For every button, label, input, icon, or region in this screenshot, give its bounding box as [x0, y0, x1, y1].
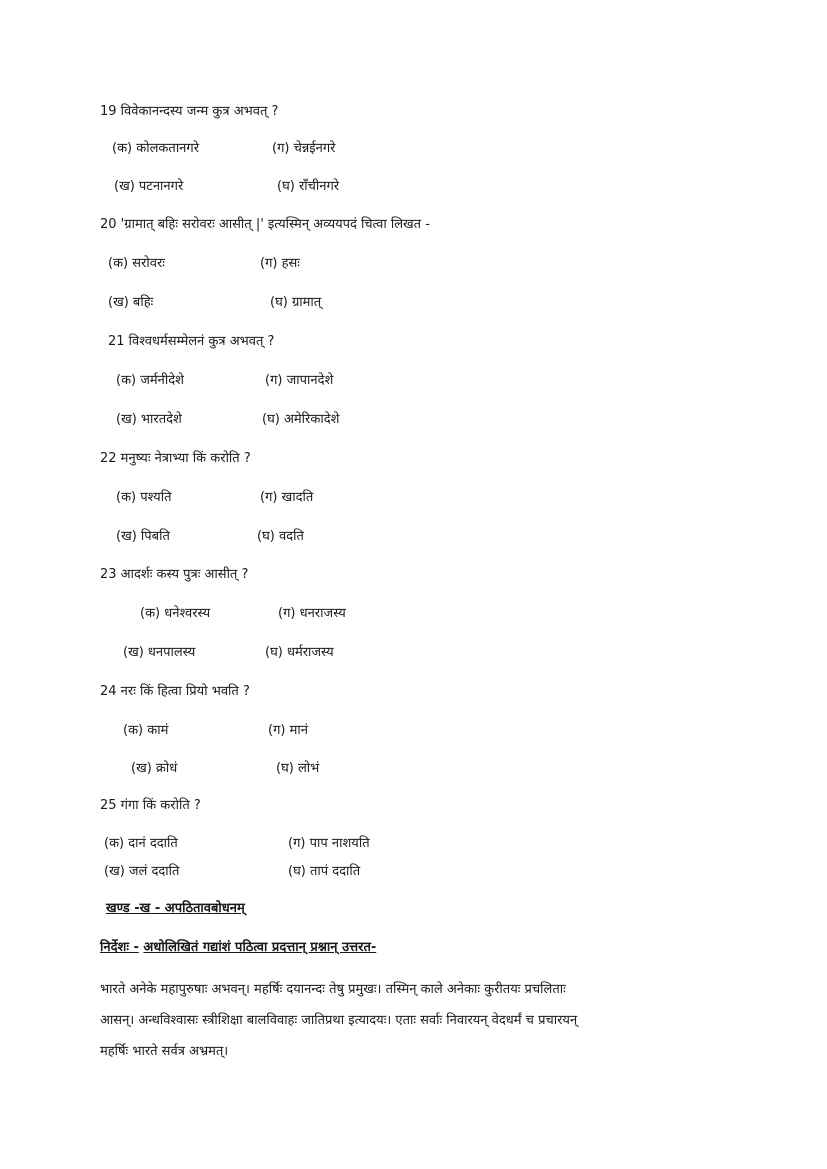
option-ga: (ग) चेन्नईनगरे: [272, 141, 336, 156]
instruction-text: अधोलिखितं गद्यांशं पठित्वा प्रदत्तान् प्रश्नान् उत्तरत-: [143, 940, 377, 955]
question-22: 22 मनुष्यः नेत्राभ्या किं करोति ?: [100, 451, 251, 466]
passage-line: आसन्। अन्धविश्वासः स्त्रीशिक्षा बालविवाहः जातिप्रथा इत्यादयः। एताः सर्वाः निवारयन् वेदधर्मं च प्रचारयन्: [100, 1013, 578, 1028]
option-ka: (क) धनेश्वरस्य: [140, 606, 211, 621]
option-gha: (घ) वदति: [257, 529, 304, 544]
instruction-label: निर्देशः -: [100, 940, 139, 955]
passage-line: महर्षिः भारते सर्वत्र अभ्रमत्।: [100, 1044, 229, 1059]
option-gha: (घ) अमेरिकादेशे: [262, 412, 340, 427]
option-ka: (क) सरोवरः: [108, 256, 165, 271]
passage: [100, 974, 720, 1067]
question-19: 19 विवेकानन्दस्य जन्म कुत्र अभवत् ?: [100, 104, 279, 119]
option-ga: (ग) हसः: [260, 256, 300, 271]
option-ka: (क) पश्यति: [116, 490, 172, 505]
option-kha: (ख) भारतदेशे: [116, 412, 182, 427]
option-ka: (क) कोलकतानगरे: [112, 141, 200, 156]
question-21: 21 विश्वधर्मसम्मेलनं कुत्र अभवत् ?: [108, 334, 275, 349]
option-ka: (क) कामं: [123, 723, 169, 738]
option-ga: (ग) जापानदेशे: [265, 373, 334, 388]
option-ga: (ग) खादति: [260, 490, 314, 505]
option-ga: (ग) पाप नाशयति: [288, 836, 370, 851]
option-kha: (ख) बहिः: [108, 295, 154, 310]
question-24: 24 नरः किं हित्वा प्रियो भवति ?: [100, 684, 250, 699]
option-ga: (ग) मानं: [268, 723, 308, 738]
question-23: 23 आदर्शः कस्य पुत्रः आसीत् ?: [100, 567, 249, 582]
option-kha: (ख) धनपालस्य: [123, 645, 196, 660]
question-25: 25 गंगा किं करोति ?: [100, 798, 201, 813]
option-ga: (ग) धनराजस्य: [278, 606, 346, 621]
option-kha: (ख) क्रोधं: [131, 761, 178, 776]
option-gha: (घ) लोभं: [276, 761, 320, 776]
option-kha: (ख) जलं ददाति: [104, 864, 180, 879]
option-kha: (ख) पिबति: [116, 529, 170, 544]
option-kha: (ख) पटनानगरे: [114, 179, 184, 194]
option-gha: (घ) राँचीनगरे: [277, 179, 340, 194]
instruction: [100, 939, 376, 957]
option-gha: (घ) ग्रामात्: [270, 295, 322, 310]
section-heading: खण्ड -ख - अपठितावबोधनम्: [106, 901, 245, 916]
passage-line: भारते अनेके महापुरुषाः अभवन्। महर्षिः दयानन्दः तेषु प्रमुखः। तस्मिन् काले अनेकाः कुरीतयः प्रचलिताः: [100, 982, 566, 997]
option-gha: (घ) तापं ददाति: [288, 864, 361, 879]
option-ka: (क) दानं ददाति: [104, 836, 178, 851]
option-gha: (घ) धर्मराजस्य: [265, 645, 334, 660]
option-ka: (क) जर्मनीदेशे: [116, 373, 185, 388]
question-20: 20 'ग्रामात् बहिः सरोवरः आसीत् |' इत्यस्मिन् अव्ययपदं चित्वा लिखत -: [100, 217, 430, 232]
